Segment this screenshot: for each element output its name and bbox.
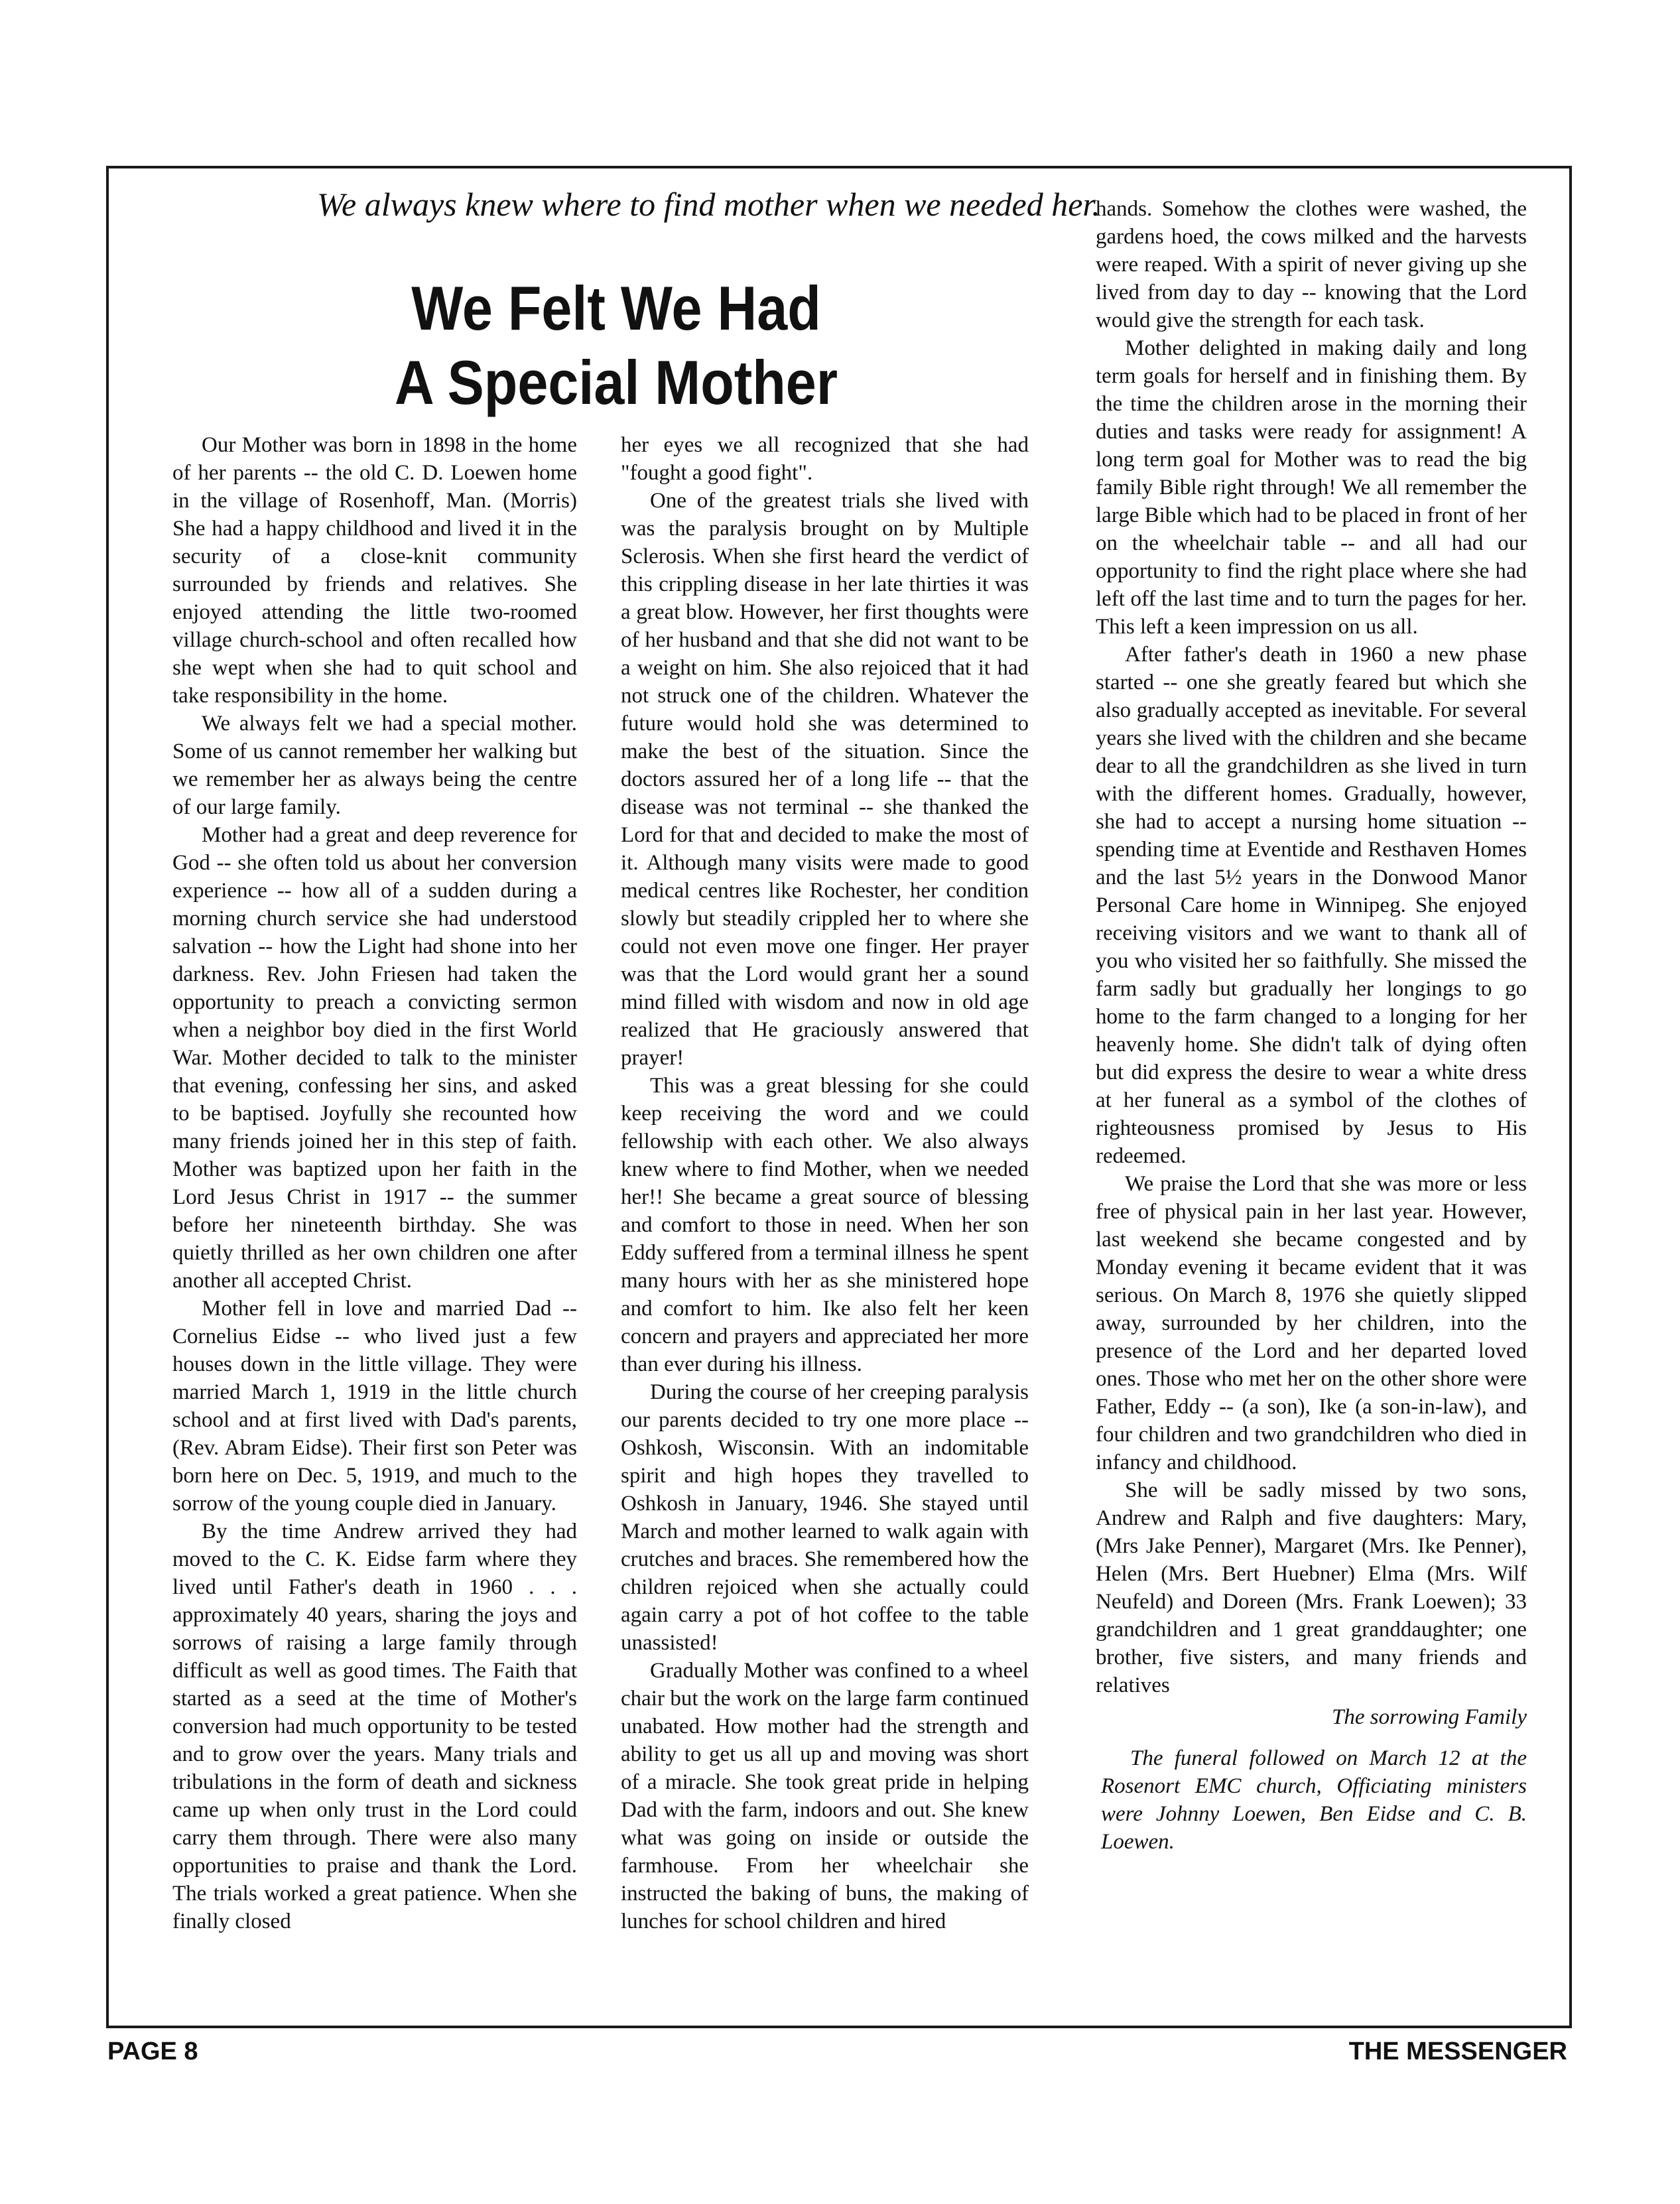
paragraph: We always felt we had a special mother. Some of us cannot remember her walking but we remember her as always being the centre of our large family.	[172, 712, 577, 819]
column-1	[172, 431, 577, 1935]
paragraph: Mother delighted in making daily and long term goals for herself and in finishing them. By the time the children arose in the morning their duties and tasks were ready for assignment! A long term goal for Mother was to read the big family Bible right through! We all remember the large Bible which had to be placed in front of her on the wheelchair table -- and all had our opportunity to find the right place where she had left off the last time and to turn the pages for her. This left a keen impression on us all.	[1096, 336, 1527, 639]
paragraph: During the course of her creeping paralysis our parents decided to try one more place -- Oshkosh, Wisconsin. With an indomitable spirit and high hopes they travelled to Oshkosh in January, 1946. She stayed until March and mother learned to walk again with crutches and braces. She remembered how the children rejoiced when she actually could again carry a pot of hot coffee to the table unassisted!	[621, 1380, 1029, 1655]
pull-quote: We always knew where to find mother when we needed her.	[317, 186, 1100, 223]
funeral-note-text: The funeral followed on March 12 at the Rosenort EMC church, Officiating ministers were Johnny Loewen, Ben Eidse and C. B. Loewen.	[1101, 1746, 1527, 1854]
article-title	[310, 271, 923, 420]
paragraph: One of the greatest trials she lived with was the paralysis brought on by Multiple Sclerosis. When she first heard the verdict of this crippling disease in her late thirties it was a great blow. However, her first thoughts were of her husband and that she did not want to be a weight on him. She also rejoiced that it had not struck one of the children. Whatever the future would hold she was determined to make the best of the situation. Since the doctors assured her of a long life -- that the disease was not terminal -- she thanked the Lord for that and decided to make the most of it. Although many visits were made to good medical centres like Rochester, her condition slowly but steadily crippled her to where she could not even move one finger. Her prayer was that the Lord would grant her a sound mind filled with wisdom and now in old age realized that He graciously answered that prayer!	[621, 489, 1029, 1070]
paragraph: Our Mother was born in 1898 in the home of her parents -- the old C. D. Loewen home in the village of Rosenhoff, Man. (Morris) She had a happy childhood and lived it in the security of a close-knit community surrounded by friends and relatives. She enjoyed attending the little two-roomed village church-school and often recalled how she wept when she had to quit school and take responsibility in the home.	[172, 433, 577, 708]
paragraph: Gradually Mother was confined to a wheel chair but the work on the large farm continued unabated. How mother had the strength and ability to get us all up and moving was short of a miracle. She took great pride in helping Dad with the farm, indoors and out. She knew what was going on inside or outside the farmhouse. From her wheelchair she instructed the baking of buns, the making of lunches for school children and hired	[621, 1659, 1029, 1933]
paragraph: Mother had a great and deep reverence for God -- she often told us about her conversion experience -- how all of a sudden during a morning church service she had understood salvation -- how the Light had shone into her darkness. Rev. John Friesen had taken the opportunity to preach a convicting sermon when a neighbor boy died in the first World War. Mother decided to talk to the minister that evening, confessing her sins, and asked to be baptised. Joyfully she recounted how many friends joined her in this step of faith. Mother was baptized upon her faith in the Lord Jesus Christ in 1917 -- the summer before her nineteenth birthday. She was quietly thrilled as her own children one after another all accepted Christ.	[172, 823, 577, 1293]
paragraph: This was a great blessing for she could keep receiving the word and we could fellowship with each other. We also always knew where to find Mother, when we needed her!! She became a great source of blessing and comfort to those in need. When her son Eddy suffered from a terminal illness he spent many hours with her as she ministered hope and comfort to him. Ike also felt her keen concern and prayers and appreciated her more than ever during his illness.	[621, 1074, 1029, 1376]
paragraph: her eyes we all recognized that she had "fought a good fight".	[621, 433, 1029, 485]
paragraph: She will be sadly missed by two sons, Andrew and Ralph and five daughters: Mary, (Mrs Jake Penner), Margaret (Mrs. Ike Penner), Helen (Mrs. Bert Huebner) Elma (Mrs. Wilf Neufeld) and Doreen (Mrs. Frank Loewen); 33 grandchildren and 1 great granddaughter; one brother, five sisters, and many friends and relatives	[1096, 1478, 1527, 1697]
paragraph: We praise the Lord that she was more or less free of physical pain in her last year. However, last weekend she became congested and by Monday evening it became evident that it was serious. On March 8, 1976 she quietly slipped away, surrounded by her children, into the presence of the Lord and her departed loved ones. Those who met her on the other shore were Father, Eddy -- (a son), Ike (a son-in-law), and four children and two grandchildren who died in infancy and childhood.	[1096, 1172, 1527, 1474]
title-line-1: We Felt We Had	[411, 273, 821, 343]
column-3	[1096, 195, 1527, 1856]
signature: The sorrowing Family	[1332, 1705, 1527, 1729]
page-number: PAGE 8	[107, 2038, 198, 2065]
publication-name: THE MESSENGER	[1348, 2038, 1567, 2065]
article-frame	[106, 166, 1572, 2028]
paragraph: Mother fell in love and married Dad -- Cornelius Eidse -- who lived just a few houses down in the little village. They were married March 1, 1919 in the little church school and at first lived with Dad's parents, (Rev. Abram Eidse). Their first son Peter was born here on Dec. 5, 1919, and much to the sorrow of the young couple died in January.	[172, 1297, 577, 1516]
paragraph: By the time Andrew arrived they had moved to the C. K. Eidse farm where they lived until Father's death in 1960 . . . approximately 40 years, sharing the joys and sorrows of raising a large family through difficult as well as good times. The Faith that started as a seed at the time of Mother's conversion had much opportunity to be tested and to grow over the years. Many trials and tribulations in the form of death and sickness came up when only trust in the Lord could carry them through. There were also many opportunities to praise and thank the Lord. The trials worked a great patience. When she finally closed	[172, 1520, 577, 1933]
paragraph: hands. Somehow the clothes were washed, the gardens hoed, the cows milked and the harvests were reaped. With a spirit of never giving up she lived from day to day -- knowing that the Lord would give the strength for each task.	[1096, 197, 1527, 332]
funeral-note	[1096, 1744, 1527, 1856]
column-2	[621, 431, 1029, 1935]
title-line-2: A Special Mother	[394, 348, 838, 417]
paragraph: After father's death in 1960 a new phase started -- one she greatly feared but which she also gradually accepted as inevitable. For several years she lived with the children and she became dear to all the grandchildren as she lived in turn with the different homes. Gradually, however, she had to accept a nursing home situation -- spending time at Eventide and Resthaven Homes and the last 5½ years in the Donwood Manor Personal Care home in Winnipeg. She enjoyed receiving visitors and we want to thank all of you who visited her so faithfully. She missed the farm sadly but gradually her longings to go home to the farm changed to a longing for her heavenly home. She didn't talk of dying often but did express the desire to wear a white dress at her funeral as a symbol of the clothes of righteousness promised by Jesus to His redeemed.	[1096, 643, 1527, 1168]
